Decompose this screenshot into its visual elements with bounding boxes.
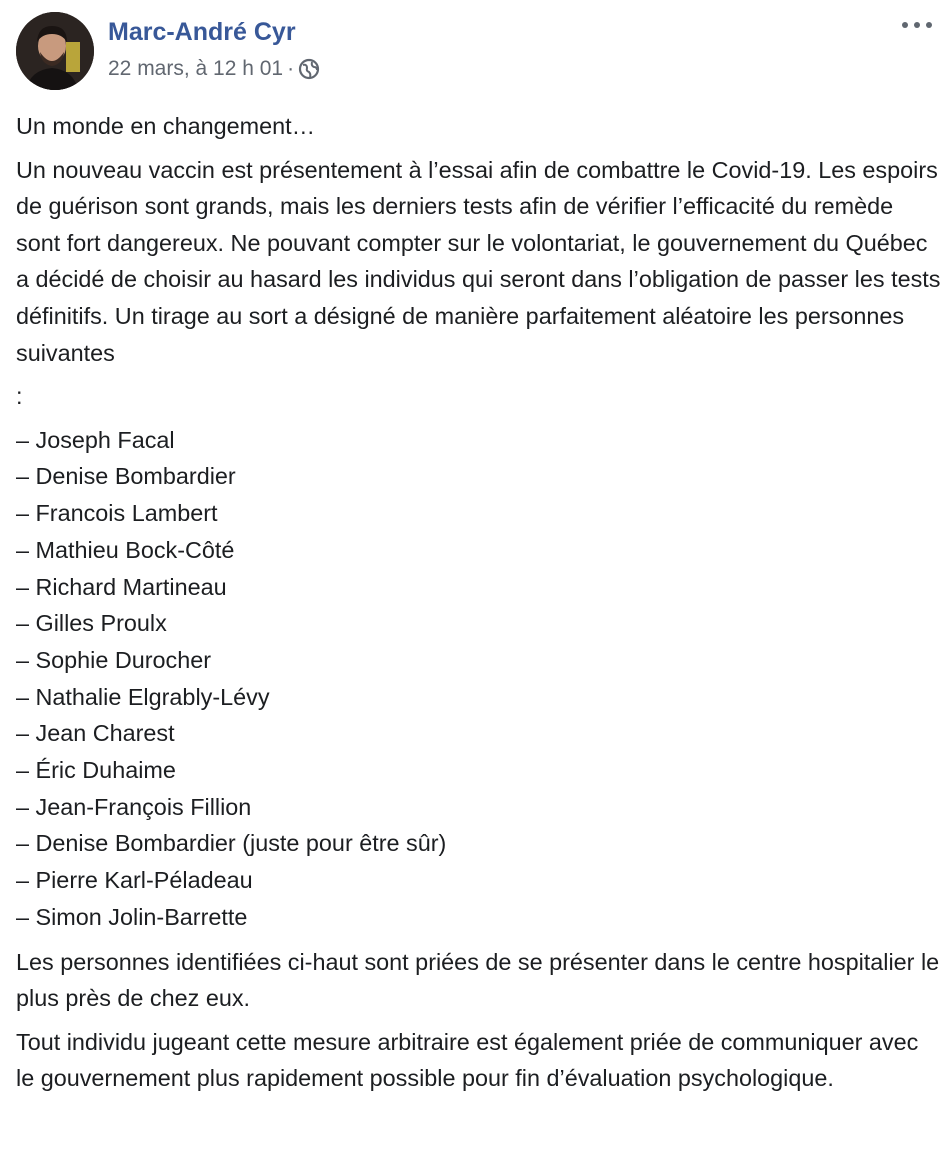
post-body <box>16 108 941 1104</box>
author-name[interactable]: Marc-André Cyr <box>108 18 296 46</box>
post-meta <box>108 57 320 81</box>
list-item: – Éric Duhaime <box>16 757 176 784</box>
post-header <box>16 12 936 92</box>
names-list <box>16 422 941 936</box>
list-item: – Jean Charest <box>16 720 175 747</box>
more-options-icon[interactable] <box>900 18 934 32</box>
list-item: – Jean-François Fillion <box>16 793 252 820</box>
list-item: – Nathalie Elgrably-Lévy <box>16 683 270 710</box>
list-item: – Denise Bombardier <box>16 463 236 490</box>
list-item: – Pierre Karl-Péladeau <box>16 867 253 894</box>
list-item: – Mathieu Bock-Côté <box>16 536 235 563</box>
author-avatar[interactable] <box>16 12 94 90</box>
list-item: – Simon Jolin-Barrette <box>16 903 248 930</box>
list-item: – Francois Lambert <box>16 500 218 527</box>
meta-separator: · <box>287 57 295 80</box>
post-intro-end: : <box>16 383 23 410</box>
avatar-photo-icon <box>16 12 94 90</box>
list-item: – Joseph Facal <box>16 426 175 453</box>
list-item: – Gilles Proulx <box>16 610 167 637</box>
post-title-line: Un monde en changement… <box>16 113 316 139</box>
globe-icon[interactable] <box>298 58 320 80</box>
list-item: – Sophie Durocher <box>16 646 212 673</box>
post-intro: Un nouveau vaccin est présentement à l’essai afin de combattre le Covid-19. Les espoirs de guérison sont grands, mais les derniers tests afin de vérifier l’efficacité du remède sont fort dangereux. Ne pouvant compter sur le volontariat, le gouvernement du Québec a décidé de choisir au hasard les individus qui seront dans l’obligation de passer les tests définitifs. Un tirage au sort a désigné de manière parfaitement aléatoire les personnes suivantes <box>16 156 941 366</box>
list-item: – Denise Bombardier (juste pour être sûr) <box>16 830 447 857</box>
post-timestamp[interactable]: 22 mars, à 12 h 01 <box>108 57 284 80</box>
list-item: – Richard Martineau <box>16 573 227 600</box>
post-paragraph-3: Tout individu jugeant cette mesure arbitraire est également priée de communiquer avec le gouvernement plus rapidement possible pour fin d’évaluation psychologique. <box>16 1028 919 1092</box>
post-paragraph-2: Les personnes identifiées ci-haut sont priées de se présenter dans le centre hospitalier le plus près de chez eux. <box>16 948 940 1012</box>
